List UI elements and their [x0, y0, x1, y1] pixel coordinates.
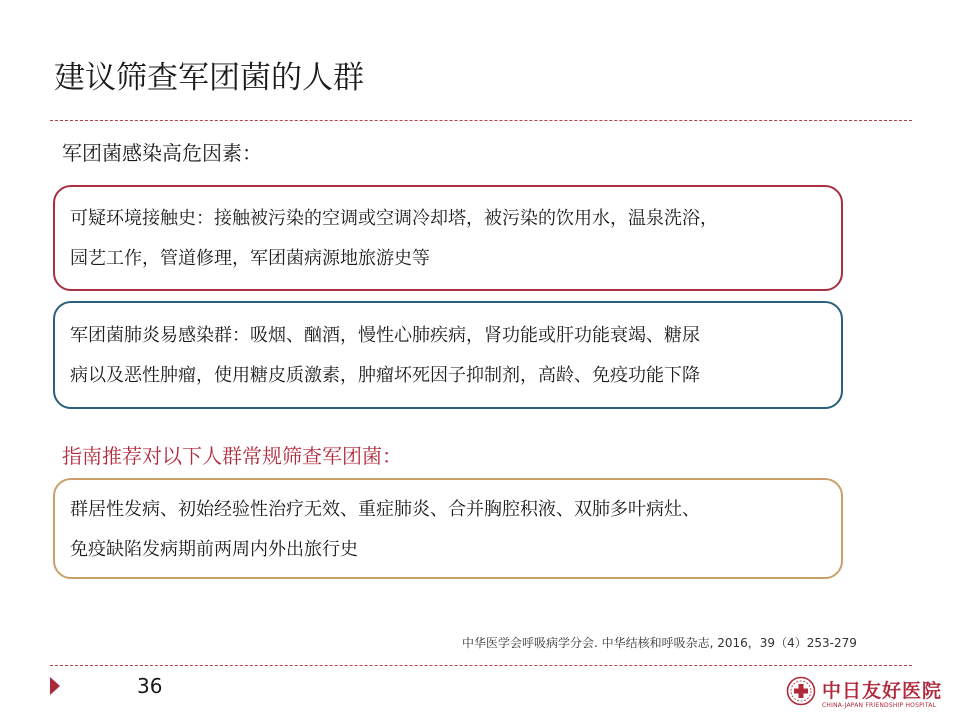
guideline-line-1: 群居性发病、初始经验性治疗无效、重症肺炎、合并胸腔积液、双肺多叶病灶、	[70, 499, 700, 520]
susceptible-population-box	[53, 301, 843, 409]
citation: 中华医学会呼吸病学分会. 中华结核和呼吸杂志, 2016，39（4）253-279	[462, 636, 857, 650]
hospital-logo	[786, 672, 943, 716]
susceptible-line-2: 病以及恶性肿瘤，使用糖皮质激素，肿瘤坏死因子抑制剂，高龄、免疫功能下降	[70, 365, 700, 386]
susceptible-population-text	[70, 316, 831, 396]
exposure-line-1: 可疑环境接触史：接触被污染的空调或空调冷却塔，被污染的饮用水，温泉洗浴，	[70, 208, 718, 229]
hospital-name-cn: 中日友好医院	[822, 680, 943, 702]
susceptible-line-1: 军团菌肺炎易感染群：吸烟、酗酒，慢性心肺疾病，肾功能或肝功能衰竭、糖尿	[70, 325, 700, 346]
bottom-divider	[50, 665, 912, 666]
triangle-bullet-icon	[50, 677, 60, 695]
risk-factors-heading: 军团菌感染高危因素：	[62, 141, 262, 165]
guideline-line-2: 免疫缺陷发病期前两周内外出旅行史	[70, 539, 358, 560]
exposure-history-text	[70, 199, 831, 279]
hospital-emblem-icon	[786, 676, 816, 706]
slide-title: 建议筛查军团菌的人群	[54, 60, 364, 96]
guideline-screening-text	[70, 490, 831, 570]
top-divider	[50, 120, 912, 121]
guideline-screening-box	[53, 478, 843, 579]
guideline-heading: 指南推荐对以下人群常规筛查军团菌：	[62, 444, 402, 468]
page-number: 36	[137, 674, 163, 698]
exposure-history-box	[53, 185, 843, 291]
hospital-name-en: CHINA-JAPAN FRIENDSHIP HOSPITAL	[822, 702, 937, 709]
exposure-line-2: 园艺工作，管道修理，军团菌病源地旅游史等	[70, 248, 430, 269]
